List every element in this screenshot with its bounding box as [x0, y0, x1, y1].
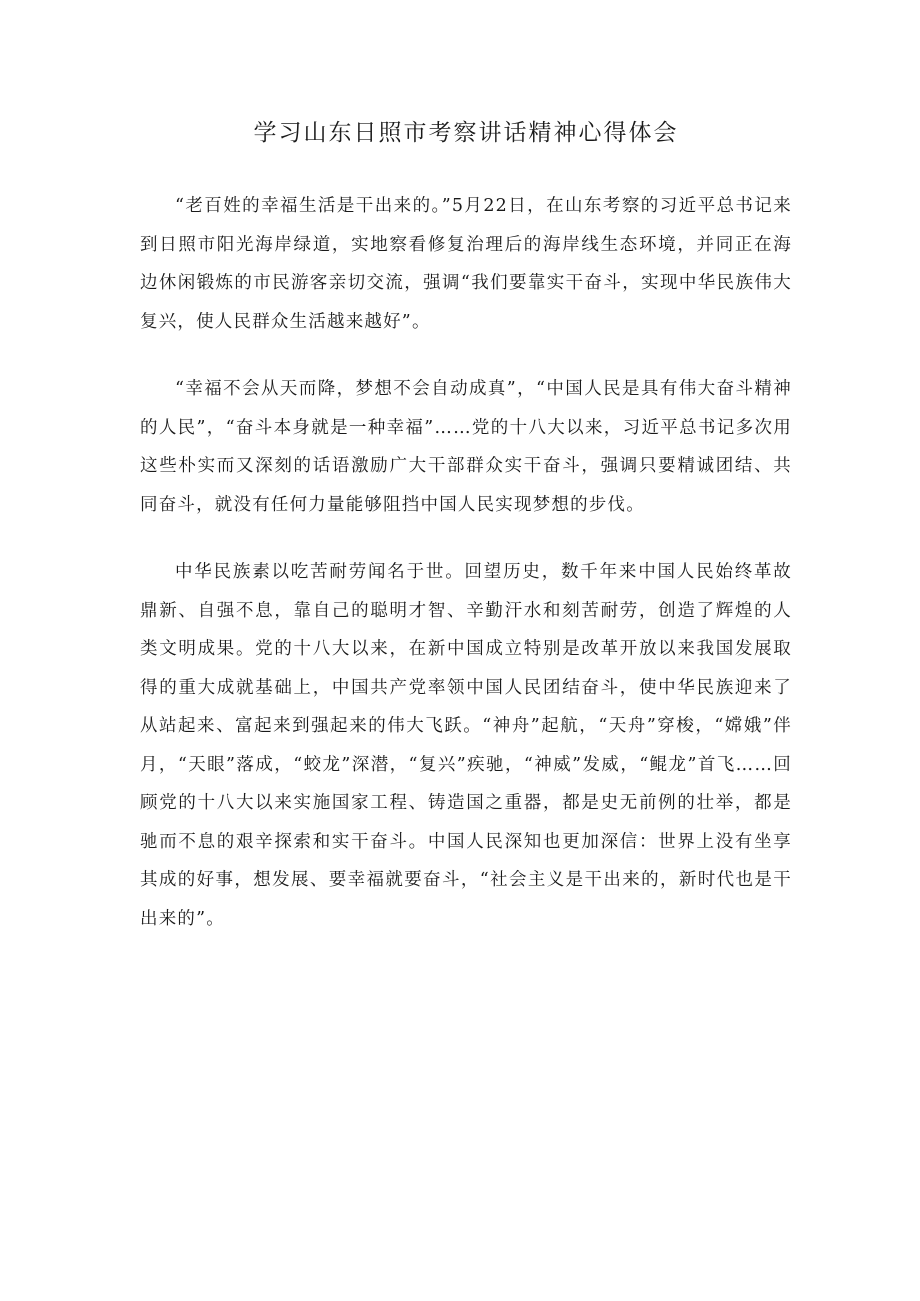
- paragraph-1: “老百姓的幸福生活是干出来的。”5月22日，在山东考察的习近平总书记来到日照市阳光海岸绿道，实地察看修复治理后的海岸线生态环境，并同正在海边休闲锻炼的市民游客亲切交流，强调“我们要靠实干奋斗，实现中华民族伟大复兴，使人民群众生活越来越好”。: [140, 196, 792, 332]
- document-title: 学习山东日照市考察讲话精神心得体会: [253, 120, 679, 146]
- paragraph-3: 中华民族素以吃苦耐劳闻名于世。回望历史，数千年来中国人民始终革故鼎新、自强不息，靠自己的聪明才智、辛勤汗水和刻苦耐劳，创造了辉煌的人类文明成果。党的十八大以来，在新中国成立特别是改革开放以来我国发展取得的重大成就基础上，中国共产党率领中国人民团结奋斗，使中华民族迎来了从站起来、富起来到强起来的伟大飞跃。“神舟”起航，“天舟”穿梭，“嫦娥”伴月，“天眼”落成，“蛟龙”深潜，“复兴”疾驰，“神威”发威，“鲲龙”首飞……回顾党的十八大以来实施国家工程、铸造国之重器，都是史无前例的壮举，都是驰而不息的艰辛探索和实干奋斗。中国人民深知也更加深信：世界上没有坐享其成的好事，想发展、要幸福就要奋斗，“社会主义是干出来的，新时代也是干出来的”。: [140, 562, 792, 929]
- paragraph-2: “幸福不会从天而降，梦想不会自动成真”，“中国人民是具有伟大奋斗精神的人民”，“奋斗本身就是一种幸福”……党的十八大以来，习近平总书记多次用这些朴实而又深刻的话语激励广大干部群众实干奋斗，强调只要精诚团结、共同奋斗，就没有任何力量能够阻挡中国人民实现梦想的步伐。: [140, 379, 792, 515]
